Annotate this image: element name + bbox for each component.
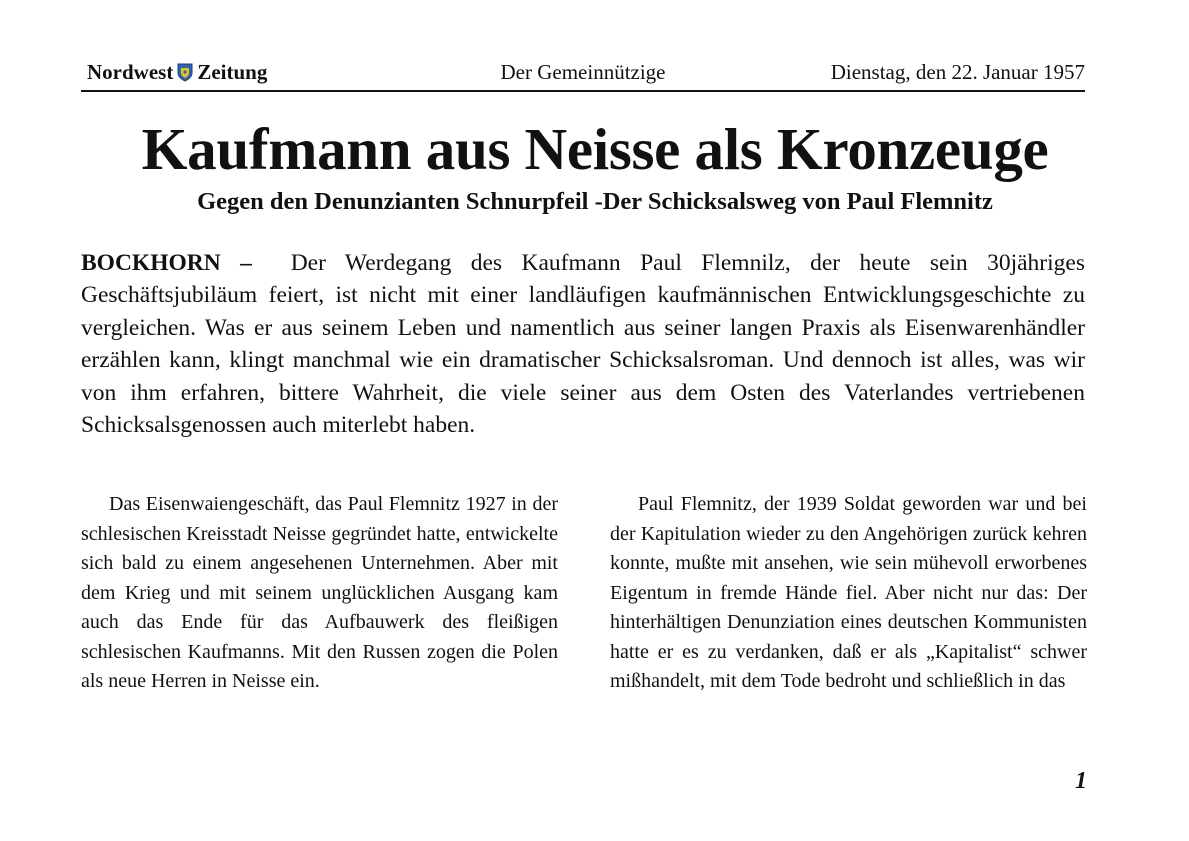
body-column-left: Das Eisenwaiengeschäft, das Paul Flemnitz 1927 in der schlesischen Kreisstadt Neisse gegründet hatte, entwickelte sich bald zu einem angesehenen Unternehmen. Aber mit dem Krieg und mit seinem unglücklichen Ausgang kam auch das Ende für das Aufbauwerk des fleißigen schlesischen Kaufmanns. Mit den Russen zogen die Polen als neue Herren in Neisse ein. xyxy=(81,493,558,692)
lead-text: Der Werdegang des Kaufmann Paul Flemnilz, der heute sein 30jähriges Geschäftsjubiläum feiert, ist nicht mit einer landläufigen kaufmännischen Entwicklungsgeschichte zu vergleichen. Was er aus seinem Leben und namentlich aus seiner langen Praxis als Eisenwarenhändler erzählen kann, klingt manchmal wie ein dramatischer Schicksalsroman. Und dennoch ist alles, was wir von ihm erfahren, bittere Wahrheit, die viele seiner aus dem Osten des Vaterlandes vertriebenen Schicksalsgenossen auch miterlebt haben. xyxy=(81,250,1085,439)
article-headline: Kaufmann aus Neisse als Kronzeuge xyxy=(141,116,1049,182)
brand-name-left: Nordwest xyxy=(87,60,174,84)
dateline: BOCKHORN – xyxy=(81,250,252,276)
page-number: 1 xyxy=(1075,768,1087,794)
masthead xyxy=(81,58,1085,92)
issue-date: Dienstag, den 22. Januar 1957 xyxy=(830,60,1085,84)
body-column-right: Paul Flemnitz, der 1939 Soldat geworden war und bei der Kapitulation wieder zu den Angehörigen zurück kehren konnte, mußte mit ansehen, wie sein mühevoll erworbenes Eigentum in fremde Hände fiel. Aber nicht nur das: Der hinterhältigen Denunziation eines deutschen Kommunisten hatte er es zu verdanken, daß er als „Kapitalist“ schwer mißhandelt, mit dem Tode bedroht und schließlich in das xyxy=(610,493,1087,692)
section-name: Der Gemeinnützige xyxy=(500,60,666,84)
article-subheadline: Gegen den Denunzianten Schnurpfeil -Der Schicksalsweg von Paul Flemnitz xyxy=(197,188,993,215)
lead-paragraph xyxy=(81,247,1085,441)
brand-name-right: Zeitung xyxy=(197,60,268,84)
